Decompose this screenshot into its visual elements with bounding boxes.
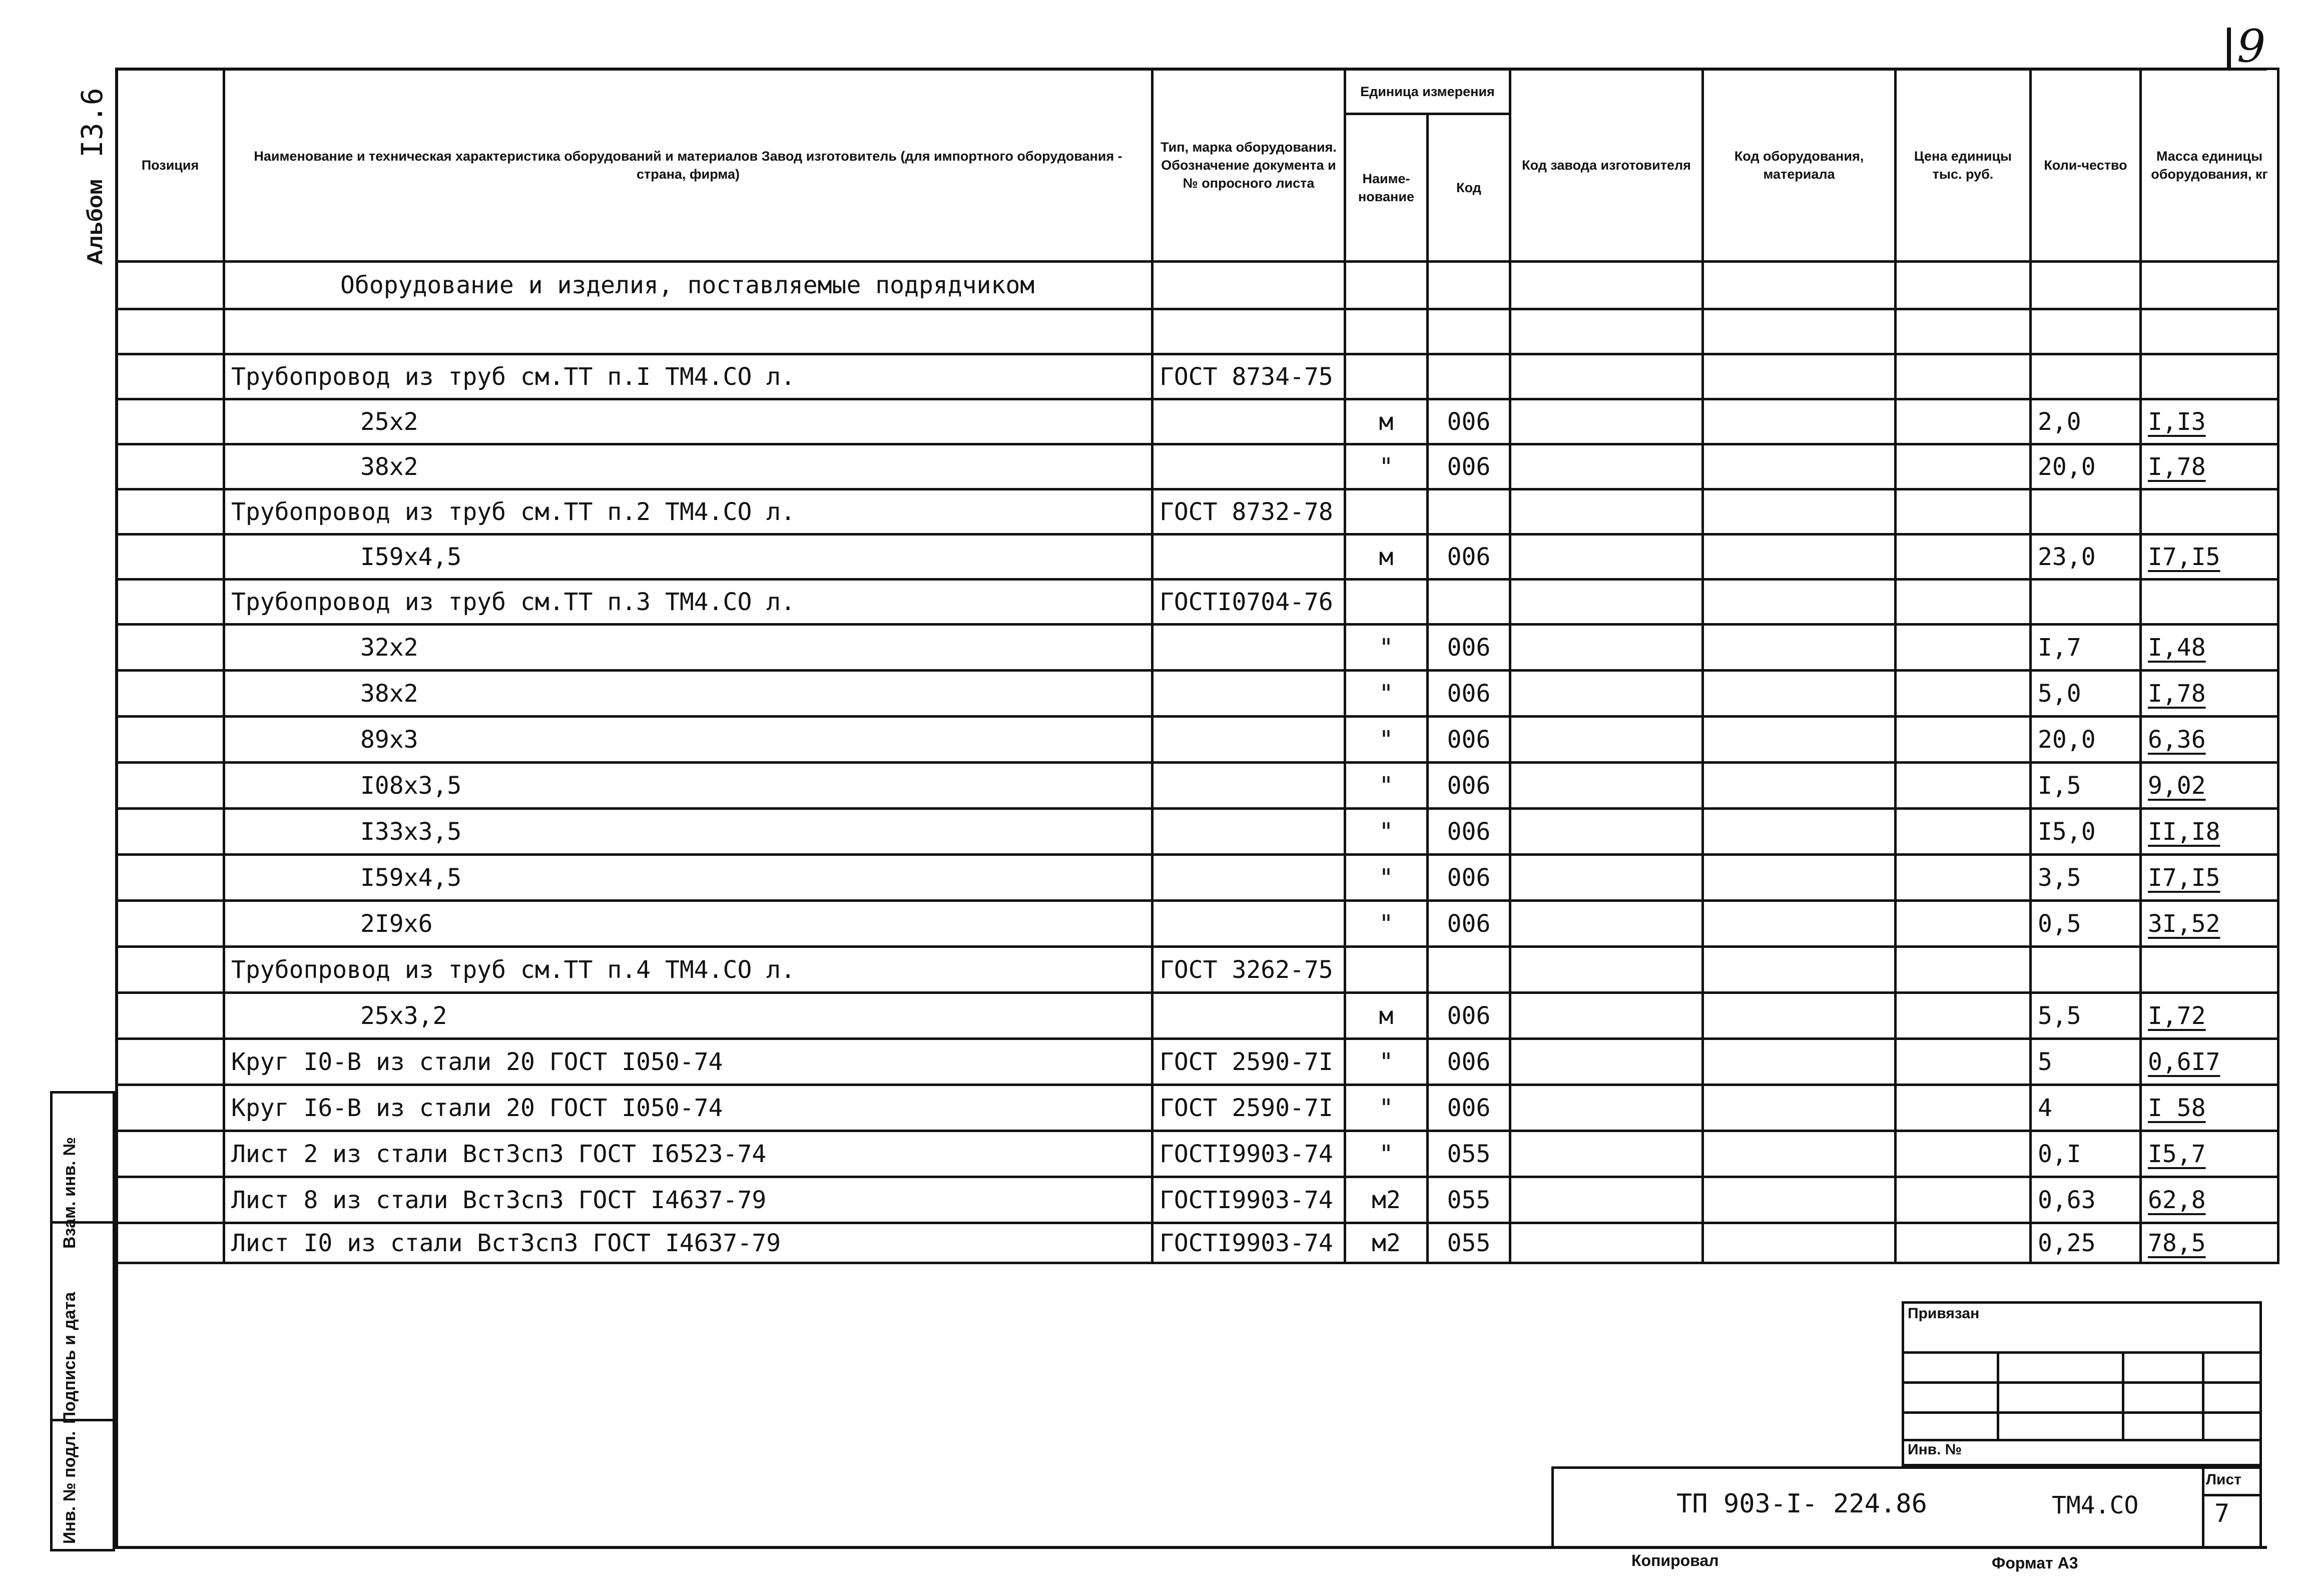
factory-code-cell xyxy=(1510,489,1703,535)
qty-cell: 0,5 xyxy=(2031,901,2141,947)
type-cell: ГОСТ 3262-75 xyxy=(1152,947,1345,993)
price-cell xyxy=(1896,625,2031,671)
price-cell xyxy=(1896,1223,2031,1263)
table-row xyxy=(117,1085,2278,1131)
position-cell xyxy=(117,717,224,763)
name-cell: I59х4,5 xyxy=(224,535,1152,580)
unit-cell xyxy=(1345,262,1428,309)
unit-cell xyxy=(1345,309,1428,354)
col-factory-code: Код завода изготовителя xyxy=(1510,69,1703,262)
inventory-label: Инв. № xyxy=(1908,1441,1962,1458)
qty-cell: 23,0 xyxy=(2031,535,2141,580)
qty-cell: 0,63 xyxy=(2031,1177,2141,1223)
unit-code-cell: 055 xyxy=(1428,1177,1510,1223)
mass-cell xyxy=(2141,354,2278,399)
position-cell xyxy=(117,901,224,947)
equipment-code-cell xyxy=(1703,625,1896,671)
mass-cell: 6,36 xyxy=(2141,717,2278,763)
price-cell xyxy=(1896,489,2031,535)
price-cell xyxy=(1896,901,2031,947)
name-cell: Трубопровод из труб см.ТТ п.2 ТМ4.СО л. xyxy=(224,489,1152,535)
qty-cell xyxy=(2031,947,2141,993)
col-position: Позиция xyxy=(117,69,224,262)
stamp-line xyxy=(2202,1351,2204,1439)
equipment-code-cell xyxy=(1703,535,1896,580)
stamp-line xyxy=(1902,1351,2262,1354)
factory-code-cell xyxy=(1510,809,1703,855)
name-cell xyxy=(224,309,1152,354)
side-label-replace: Взам. инв. № xyxy=(60,1137,79,1249)
stamp-line xyxy=(2202,1466,2204,1549)
type-cell xyxy=(1152,717,1345,763)
stamp-line xyxy=(1902,1381,2262,1384)
qty-cell: I,5 xyxy=(2031,763,2141,809)
mass-cell xyxy=(2141,947,2278,993)
position-cell xyxy=(117,354,224,399)
factory-code-cell xyxy=(1510,1131,1703,1177)
factory-code-cell xyxy=(1510,1085,1703,1131)
factory-code-cell xyxy=(1510,399,1703,444)
price-cell xyxy=(1896,535,2031,580)
mass-cell: I,78 xyxy=(2141,444,2278,489)
mass-cell: 3I,52 xyxy=(2141,901,2278,947)
type-cell xyxy=(1152,262,1345,309)
equipment-code-cell xyxy=(1703,580,1896,625)
unit-code-cell: 006 xyxy=(1428,671,1510,717)
factory-code-cell xyxy=(1510,993,1703,1039)
price-cell xyxy=(1896,354,2031,399)
position-cell xyxy=(117,1085,224,1131)
equipment-code-cell xyxy=(1703,993,1896,1039)
table-row xyxy=(117,625,2278,671)
qty-cell: 5,0 xyxy=(2031,671,2141,717)
equipment-code-cell xyxy=(1703,1131,1896,1177)
factory-code-cell xyxy=(1510,580,1703,625)
corner-sheet-number: 9 xyxy=(2237,20,2266,73)
price-cell xyxy=(1896,947,2031,993)
corner-bar xyxy=(2227,28,2231,68)
price-cell xyxy=(1896,262,2031,309)
unit-cell: " xyxy=(1345,1085,1428,1131)
album-label-text: Альбом xyxy=(83,179,107,265)
price-cell xyxy=(1896,717,2031,763)
qty-cell xyxy=(2031,354,2141,399)
specification-body xyxy=(117,262,2278,1263)
sheet-label: Лист xyxy=(2206,1471,2241,1488)
position-cell xyxy=(117,489,224,535)
table-row xyxy=(117,763,2278,809)
qty-cell: 2,0 xyxy=(2031,399,2141,444)
name-cell: I33х3,5 xyxy=(224,809,1152,855)
unit-cell: " xyxy=(1345,717,1428,763)
stamp-line xyxy=(2202,1494,2262,1496)
table-row xyxy=(117,855,2278,901)
unit-code-cell: 006 xyxy=(1428,901,1510,947)
price-cell xyxy=(1896,399,2031,444)
factory-code-cell xyxy=(1510,1223,1703,1263)
unit-code-cell: 006 xyxy=(1428,717,1510,763)
qty-cell xyxy=(2031,309,2141,354)
equipment-code-cell xyxy=(1703,262,1896,309)
mass-cell xyxy=(2141,262,2278,309)
type-cell xyxy=(1152,309,1345,354)
equipment-code-cell xyxy=(1703,1085,1896,1131)
qty-cell: 20,0 xyxy=(2031,717,2141,763)
equipment-code-cell xyxy=(1703,444,1896,489)
unit-code-cell: 006 xyxy=(1428,1039,1510,1085)
type-cell xyxy=(1152,625,1345,671)
position-cell xyxy=(117,1039,224,1085)
price-cell xyxy=(1896,671,2031,717)
unit-code-cell: 055 xyxy=(1428,1223,1510,1263)
unit-cell: м xyxy=(1345,535,1428,580)
equipment-code-cell xyxy=(1703,309,1896,354)
position-cell xyxy=(117,1223,224,1263)
type-cell xyxy=(1152,444,1345,489)
position-cell xyxy=(117,535,224,580)
specification-table xyxy=(115,68,2279,1264)
table-row xyxy=(117,901,2278,947)
type-cell xyxy=(1152,993,1345,1039)
unit-code-cell: 055 xyxy=(1428,1131,1510,1177)
mass-cell: I,72 xyxy=(2141,993,2278,1039)
col-type: Тип, марка оборудования. Обозначение документа и № опросного листа xyxy=(1152,69,1345,262)
equipment-code-cell xyxy=(1703,763,1896,809)
name-cell: Оборудование и изделия, поставляемые подрядчиком xyxy=(224,262,1152,309)
unit-code-cell: 006 xyxy=(1428,993,1510,1039)
factory-code-cell xyxy=(1510,309,1703,354)
unit-cell: м xyxy=(1345,399,1428,444)
factory-code-cell xyxy=(1510,354,1703,399)
name-cell: I08х3,5 xyxy=(224,763,1152,809)
table-row xyxy=(117,489,2278,535)
name-cell: Трубопровод из труб см.ТТ п.4 ТМ4.СО л. xyxy=(224,947,1152,993)
qty-cell: 5,5 xyxy=(2031,993,2141,1039)
side-divider xyxy=(50,1221,115,1224)
table-row xyxy=(117,262,2278,309)
stamp-line xyxy=(1997,1351,1999,1439)
col-unit-code: Код xyxy=(1428,114,1510,262)
price-cell xyxy=(1896,1131,2031,1177)
equipment-code-cell xyxy=(1703,671,1896,717)
mass-cell: I7,I5 xyxy=(2141,535,2278,580)
qty-cell: 0,25 xyxy=(2031,1223,2141,1263)
price-cell xyxy=(1896,309,2031,354)
position-cell xyxy=(117,947,224,993)
unit-code-cell: 006 xyxy=(1428,855,1510,901)
unit-cell xyxy=(1345,947,1428,993)
position-cell xyxy=(117,671,224,717)
mass-cell: I,I3 xyxy=(2141,399,2278,444)
unit-cell: " xyxy=(1345,763,1428,809)
table-row xyxy=(117,993,2278,1039)
col-mass: Масса единицы оборудования, кг xyxy=(2141,69,2278,262)
price-cell xyxy=(1896,809,2031,855)
position-cell xyxy=(117,309,224,354)
price-cell xyxy=(1896,855,2031,901)
unit-code-cell: 006 xyxy=(1428,625,1510,671)
name-cell: 25х2 xyxy=(224,399,1152,444)
factory-code-cell xyxy=(1510,262,1703,309)
col-price: Цена единицы тыс. руб. xyxy=(1896,69,2031,262)
unit-cell: м2 xyxy=(1345,1223,1428,1263)
unit-cell: м2 xyxy=(1345,1177,1428,1223)
stamp-line xyxy=(2122,1351,2124,1439)
mass-cell: I,48 xyxy=(2141,625,2278,671)
unit-code-cell xyxy=(1428,947,1510,993)
position-cell xyxy=(117,444,224,489)
album-label xyxy=(75,88,109,265)
equipment-code-cell xyxy=(1703,489,1896,535)
unit-cell: " xyxy=(1345,901,1428,947)
name-cell: 38х2 xyxy=(224,671,1152,717)
copied-label: Копировал xyxy=(1631,1551,1719,1569)
table-row xyxy=(117,580,2278,625)
unit-cell xyxy=(1345,354,1428,399)
table-row xyxy=(117,1039,2278,1085)
name-cell: Круг I0-В из стали 20 ГОСТ I050-74 xyxy=(224,1039,1152,1085)
position-cell xyxy=(117,763,224,809)
price-cell xyxy=(1896,1085,2031,1131)
unit-code-cell xyxy=(1428,580,1510,625)
mass-cell xyxy=(2141,309,2278,354)
type-cell: ГОСТI9903-74 xyxy=(1152,1177,1345,1223)
type-cell xyxy=(1152,809,1345,855)
col-name: Наименование и техническая характеристика оборудований и материалов Завод изготовитель (для импортного оборудования - страна, фирма) xyxy=(224,69,1152,262)
unit-code-cell: 006 xyxy=(1428,1085,1510,1131)
qty-cell: 0,I xyxy=(2031,1131,2141,1177)
side-label-inventory: Инв. № подл. xyxy=(60,1431,79,1544)
unit-cell xyxy=(1345,489,1428,535)
table-row xyxy=(117,444,2278,489)
unit-cell: м xyxy=(1345,993,1428,1039)
unit-cell: " xyxy=(1345,625,1428,671)
name-cell: 25х3,2 xyxy=(224,993,1152,1039)
mass-cell: I 58 xyxy=(2141,1085,2278,1131)
mass-cell: 78,5 xyxy=(2141,1223,2278,1263)
factory-code-cell xyxy=(1510,535,1703,580)
mass-cell: I7,I5 xyxy=(2141,855,2278,901)
equipment-code-cell xyxy=(1703,947,1896,993)
type-cell: ГОСТI9903-74 xyxy=(1152,1223,1345,1263)
qty-cell: I5,0 xyxy=(2031,809,2141,855)
position-cell xyxy=(117,625,224,671)
side-label-signature: Подпись и дата xyxy=(60,1292,79,1424)
position-cell xyxy=(117,1131,224,1177)
position-cell xyxy=(117,262,224,309)
table-row xyxy=(117,535,2278,580)
factory-code-cell xyxy=(1510,1039,1703,1085)
mass-cell xyxy=(2141,489,2278,535)
position-cell xyxy=(117,993,224,1039)
name-cell: Лист 8 из стали ВстЗсп3 ГОСТ I4637-79 xyxy=(224,1177,1152,1223)
mass-cell: II,I8 xyxy=(2141,809,2278,855)
name-cell: Лист I0 из стали ВстЗсп3 ГОСТ I4637-79 xyxy=(224,1223,1152,1263)
unit-cell: " xyxy=(1345,1039,1428,1085)
sheet-value: 7 xyxy=(2214,1499,2230,1528)
factory-code-cell xyxy=(1510,763,1703,809)
position-cell xyxy=(117,399,224,444)
col-equipment-code: Код оборудования, материала xyxy=(1703,69,1896,262)
factory-code-cell xyxy=(1510,671,1703,717)
table-row xyxy=(117,717,2278,763)
unit-cell: " xyxy=(1345,1131,1428,1177)
document-number: ТП 903-I- 224.86 xyxy=(1676,1489,1927,1519)
type-cell: ГОСТ 8734-75 xyxy=(1152,354,1345,399)
equipment-code-cell xyxy=(1703,901,1896,947)
mass-cell: 62,8 xyxy=(2141,1177,2278,1223)
factory-code-cell xyxy=(1510,947,1703,993)
name-cell: Трубопровод из труб см.ТТ п.I ТМ4.СО л. xyxy=(224,354,1152,399)
table-row xyxy=(117,671,2278,717)
qty-cell xyxy=(2031,262,2141,309)
stamp-line xyxy=(1902,1411,2262,1414)
unit-code-cell xyxy=(1428,354,1510,399)
mass-cell: I,78 xyxy=(2141,671,2278,717)
type-cell: ГОСТI9903-74 xyxy=(1152,1131,1345,1177)
unit-cell: " xyxy=(1345,855,1428,901)
table-row xyxy=(117,354,2278,399)
equipment-code-cell xyxy=(1703,717,1896,763)
factory-code-cell xyxy=(1510,1177,1703,1223)
name-cell: 32х2 xyxy=(224,625,1152,671)
unit-cell: " xyxy=(1345,444,1428,489)
type-cell xyxy=(1152,399,1345,444)
type-cell: ГОСТ 8732-78 xyxy=(1152,489,1345,535)
unit-code-cell: 006 xyxy=(1428,399,1510,444)
document-mark: ТМ4.СО xyxy=(2052,1491,2139,1519)
unit-code-cell xyxy=(1428,262,1510,309)
qty-cell xyxy=(2031,489,2141,535)
side-strip xyxy=(50,1091,115,1551)
price-cell xyxy=(1896,444,2031,489)
type-cell: ГОСТI0704-76 xyxy=(1152,580,1345,625)
type-cell xyxy=(1152,763,1345,809)
qty-cell: I,7 xyxy=(2031,625,2141,671)
unit-code-cell xyxy=(1428,309,1510,354)
unit-cell: " xyxy=(1345,809,1428,855)
position-cell xyxy=(117,580,224,625)
mass-cell: I5,7 xyxy=(2141,1131,2278,1177)
factory-code-cell xyxy=(1510,855,1703,901)
table-row xyxy=(117,399,2278,444)
qty-cell: 5 xyxy=(2031,1039,2141,1085)
qty-cell xyxy=(2031,580,2141,625)
name-cell: I59х4,5 xyxy=(224,855,1152,901)
name-cell: 38х2 xyxy=(224,444,1152,489)
table-row xyxy=(117,309,2278,354)
equipment-code-cell xyxy=(1703,1039,1896,1085)
position-cell xyxy=(117,1177,224,1223)
attached-label: Привязан xyxy=(1908,1305,1980,1322)
name-cell: 89х3 xyxy=(224,717,1152,763)
name-cell: Круг I6-В из стали 20 ГОСТ I050-74 xyxy=(224,1085,1152,1131)
type-cell xyxy=(1152,535,1345,580)
name-cell: Лист 2 из стали ВстЗсп3 ГОСТ I6523-74 xyxy=(224,1131,1152,1177)
equipment-code-cell xyxy=(1703,399,1896,444)
equipment-code-cell xyxy=(1703,1177,1896,1223)
factory-code-cell xyxy=(1510,625,1703,671)
table-row xyxy=(117,1177,2278,1223)
price-cell xyxy=(1896,1177,2031,1223)
mass-cell: 9,02 xyxy=(2141,763,2278,809)
price-cell xyxy=(1896,993,2031,1039)
table-row xyxy=(117,809,2278,855)
unit-cell xyxy=(1345,580,1428,625)
price-cell xyxy=(1896,1039,2031,1085)
table-row xyxy=(117,1223,2278,1263)
equipment-code-cell xyxy=(1703,354,1896,399)
mass-cell: 0,6I7 xyxy=(2141,1039,2278,1085)
position-cell xyxy=(117,809,224,855)
format-label: Формат А3 xyxy=(1992,1554,2078,1572)
unit-code-cell: 006 xyxy=(1428,535,1510,580)
qty-cell: 4 xyxy=(2031,1085,2141,1131)
name-cell: 2I9х6 xyxy=(224,901,1152,947)
col-qty: Коли-чество xyxy=(2031,69,2141,262)
equipment-code-cell xyxy=(1703,1223,1896,1263)
type-cell xyxy=(1152,671,1345,717)
type-cell xyxy=(1152,901,1345,947)
qty-cell: 20,0 xyxy=(2031,444,2141,489)
type-cell: ГОСТ 2590-7I xyxy=(1152,1039,1345,1085)
qty-cell: 3,5 xyxy=(2031,855,2141,901)
unit-code-cell: 006 xyxy=(1428,763,1510,809)
factory-code-cell xyxy=(1510,444,1703,489)
price-cell xyxy=(1896,763,2031,809)
equipment-code-cell xyxy=(1703,809,1896,855)
col-unit-name: Наиме-нование xyxy=(1345,114,1428,262)
table-row xyxy=(117,1131,2278,1177)
table-row xyxy=(117,947,2278,993)
factory-code-cell xyxy=(1510,901,1703,947)
mass-cell xyxy=(2141,580,2278,625)
price-cell xyxy=(1896,580,2031,625)
col-unit-group: Единица измерения xyxy=(1345,69,1510,114)
name-cell: Трубопровод из труб см.ТТ п.3 ТМ4.СО л. xyxy=(224,580,1152,625)
unit-code-cell: 006 xyxy=(1428,809,1510,855)
type-cell: ГОСТ 2590-7I xyxy=(1152,1085,1345,1131)
album-value: I3.6 xyxy=(75,88,109,158)
unit-cell: " xyxy=(1345,671,1428,717)
type-cell xyxy=(1152,855,1345,901)
unit-code-cell: 006 xyxy=(1428,444,1510,489)
position-cell xyxy=(117,855,224,901)
equipment-code-cell xyxy=(1703,855,1896,901)
unit-code-cell xyxy=(1428,489,1510,535)
side-divider xyxy=(50,1419,115,1421)
factory-code-cell xyxy=(1510,717,1703,763)
